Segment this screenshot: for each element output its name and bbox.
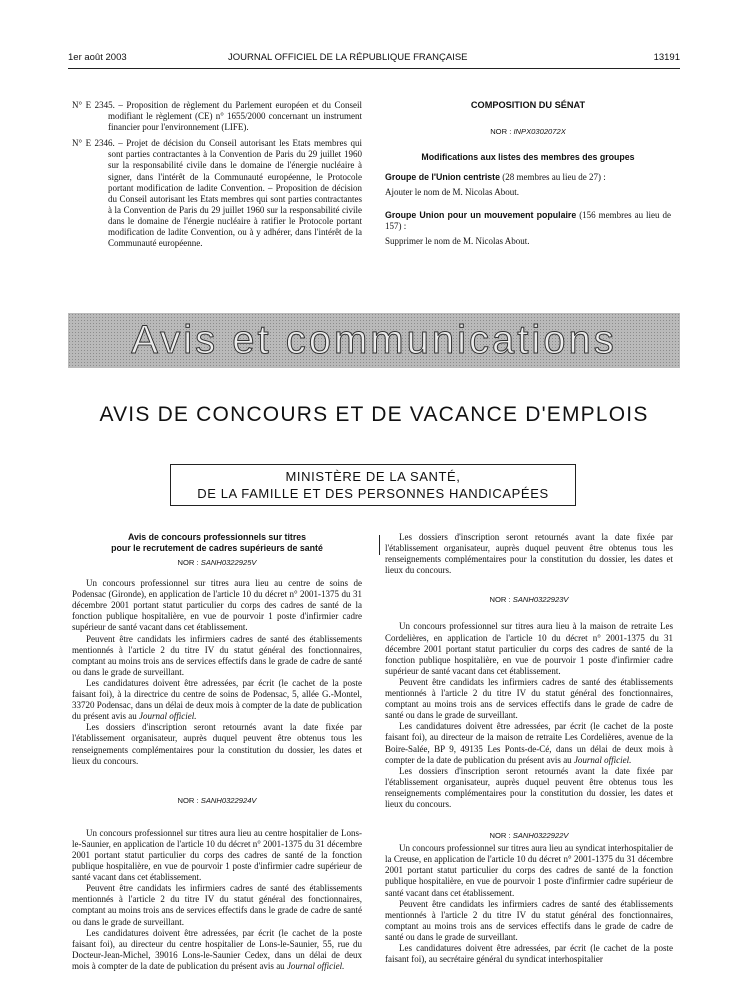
nor-reference bbox=[385, 594, 673, 605]
paragraph: Les candidatures doivent être adressées, par écrit (le cachet de la poste faisant foi), au secrétaire général du syndicat interhospitalier bbox=[385, 943, 673, 965]
paragraph: Les dossiers d'inscription seront retournés avant la date fixée par l'établissement organisateur, auprès duquel peuvent être obtenus tous les renseignements complémentaires pour la constitution du dossier, les dates et lieux du concours. bbox=[385, 765, 673, 809]
list-item bbox=[72, 100, 362, 133]
paragraph: Peuvent être candidats les infirmiers cadres de santé des établissements mentionnés à l'article 2 du titre IV du statut général des fonctionnaires, comptant au moins trois ans de services effectifs dans le grade de cadre de santé ou dans le grade de surveillant. bbox=[72, 883, 362, 927]
group-name: Groupe Union pour un mouvement populaire bbox=[385, 210, 577, 221]
main-title: AVIS DE CONCOURS ET DE VACANCE D'EMPLOIS bbox=[99, 403, 649, 426]
nor-reference bbox=[385, 126, 671, 137]
header-date: 1er août 2003 bbox=[68, 52, 127, 63]
paragraph-text: Les candidatures doivent être adressées, par écrit (le cachet de la poste faisant foi), à la directrice du centre de soins de Podensac, 5, allée G.-Montel, 33720 Podensac, dans un délai de deux mois à compter de la date de publication du présent avis au bbox=[72, 677, 362, 722]
paragraph: Peuvent être candidats les infirmiers cadres de santé des établissements mentionnés à l'article 2 du titre IV du statut général des fonctionnaires, comptant au moins trois ans de services effectifs dans le grade de cadre de santé ou dans le grade de surveillant. bbox=[72, 633, 362, 677]
paragraph bbox=[72, 678, 362, 722]
group-entry bbox=[385, 172, 671, 183]
item-number: N° E 2345. bbox=[72, 100, 115, 110]
nor-code: SANH0322922V bbox=[512, 831, 569, 841]
group-detail: (156 membres au lieu de 157) : bbox=[385, 210, 671, 232]
list-item bbox=[72, 138, 362, 249]
nor-label: NOR : bbox=[177, 558, 199, 567]
left-bottom-column bbox=[72, 532, 362, 972]
nor-label: NOR : bbox=[489, 595, 511, 605]
paragraph: Un concours professionnel sur titres aura lieu à la maison de retraite Les Cordelières, en application de l'article 10 du décret n° 2001-1375 du 31 décembre 2001 portant statut particulier du corps des cadres de santé de la fonction publique hospitalière, en vue de pourvoir 1 poste d'infirmier cadre supérieur de santé vacant dans cet établissement. bbox=[385, 621, 673, 676]
paragraph: Un concours professionnel sur titres aura lieu au centre de soins de Podensac (Gironde), en application de l'article 10 du décret n° 2001-1375 du 31 décembre 2001 portant statut particulier du corps des cadres de santé de la fonction publique hospitalière, en vue de pourvoir 1 poste d'infirmier cadre supérieur de santé vacant dans cet établissement. bbox=[72, 578, 362, 633]
journal-officiel-ref: Journal officiel. bbox=[138, 711, 197, 722]
paragraph bbox=[385, 721, 673, 765]
item-text: – Projet de décision du Conseil autorisant les Etats membres qui sont parties contractantes à la Convention de Paris du 29 juillet 1960 sur la responsabilité civile dans le domaine de l'énergie nucléaire à signer, dans l'intérêt de la Communauté européenne, le Protocole portant modification de ladite Convention. – Proposition de décision du Conseil autorisant les Etats membres qui sont parties contractantes à la Convention de Paris du 29 juillet 1960 sur la responsabilité civile dans le domaine de l'énergie nucléaire à ratifier le Protocole portant modification de ladite Convention, ou à y adhérer, dans l'intérêt de la Communauté européenne. bbox=[108, 138, 362, 249]
nor-code: SANH0322924V bbox=[200, 795, 257, 805]
group-action: Supprimer le nom de M. Nicolas About. bbox=[385, 236, 530, 247]
section-subtitle: Modifications aux listes des membres des groupes bbox=[421, 151, 635, 162]
nor-reference bbox=[385, 830, 673, 841]
paragraph bbox=[72, 928, 362, 972]
section-title: COMPOSITION DU SÉNAT bbox=[470, 100, 586, 110]
nor-code: SANH0322925V bbox=[200, 558, 257, 567]
nor-reference bbox=[72, 557, 362, 568]
ministry-box bbox=[170, 464, 576, 506]
paragraph: Les dossiers d'inscription seront retournés avant la date fixée par l'établissement organisateur, auprès duquel peuvent être obtenus tous les renseignements complémentaires pour la constitution du dossier, les dates et lieux du concours. bbox=[385, 532, 673, 576]
nor-reference bbox=[72, 795, 362, 806]
paragraph: Les dossiers d'inscription seront retournés avant la date fixée par l'établissement organisateur, auprès duquel peuvent être obtenus tous les renseignements complémentaires pour la constitution du dossier, les dates et lieux du concours. bbox=[72, 722, 362, 766]
header-page-number: 13191 bbox=[653, 52, 680, 63]
notice-title-line-1: Avis de concours professionnels sur titres bbox=[127, 532, 307, 542]
left-top-column bbox=[72, 100, 362, 254]
nor-label: NOR : bbox=[177, 795, 199, 805]
item-text: – Proposition de règlement du Parlement européen et du Conseil modifiant le règlement (CE) n° 1655/2000 concernant un instrument financier pour l'environnement (LIFE). bbox=[108, 100, 362, 133]
nor-code: INPX0302072X bbox=[513, 126, 566, 136]
column-divider bbox=[379, 535, 380, 555]
nor-label: NOR : bbox=[489, 831, 511, 841]
item-number: N° E 2346. bbox=[72, 138, 115, 149]
ministry-line-1: MINISTÈRE DE LA SANTÉ, bbox=[285, 469, 461, 484]
paragraph-text: Les candidatures doivent être adressées, par écrit (le cachet de la poste faisant foi), au directeur de la maison de retraite Les Cordelières, avenue de la Boire-Salée, BP 9, 49135 Les Ponts-de-Cé, dans un délai de deux mois à compter de la date de publication du présent avis au bbox=[385, 721, 673, 765]
notice-title-line-2: pour le recrutement de cadres supérieurs de santé bbox=[111, 542, 323, 553]
paragraph: Un concours professionnel sur titres aura lieu au centre hospitalier de Lons-le-Saunier, en application de l'article 10 du décret n° 2001-1375 du 31 décembre 2001 portant statut particulier du corps des cadres de santé de la fonction publique hospitalière, en vue de pourvoir 1 poste d'infirmier cadre supérieur de santé vacant dans cet établissement. bbox=[72, 827, 362, 883]
nor-code: SANH0322923V bbox=[512, 595, 569, 605]
paragraph: Un concours professionnel sur titres aura lieu au syndicat interhospitalier de la Creuse, en application de l'article 10 du décret n° 2001-1375 du 31 décembre 2001 portant statut particulier du corps des cadres de santé de la fonction publique hospitalière, en vue de pourvoir 1 poste d'infirmier cadre supérieur de santé vacant dans cet établissement. bbox=[385, 843, 673, 898]
group-name: Groupe de l'Union centriste bbox=[385, 172, 500, 183]
nor-label: NOR : bbox=[490, 126, 512, 136]
paragraph: Peuvent être candidats les infirmiers cadres de santé des établissements mentionnés à l'article 2 du titre IV du statut général des fonctionnaires, comptant au moins trois ans de services effectifs dans le grade de cadre de santé ou dans le grade de surveillant. bbox=[385, 898, 673, 942]
right-bottom-column bbox=[385, 532, 673, 965]
paragraph: Peuvent être candidats les infirmiers cadres de santé des établissements mentionnés à l'article 2 du titre IV du statut général des fonctionnaires, comptant au moins trois ans de services effectifs dans le grade de cadre de santé ou dans le grade de surveillant. bbox=[385, 676, 673, 721]
ministry-line-2: DE LA FAMILLE ET DES PERSONNES HANDICAPÉES bbox=[197, 486, 549, 501]
banner-title: Avis et communications bbox=[131, 318, 617, 362]
header-journal-title: JOURNAL OFFICIEL DE LA RÉPUBLIQUE FRANÇAISE bbox=[228, 52, 468, 63]
journal-officiel-ref: Journal officiel. bbox=[286, 960, 345, 971]
page-header bbox=[68, 52, 680, 66]
group-action: Ajouter le nom de M. Nicolas About. bbox=[385, 187, 519, 198]
group-entry bbox=[385, 210, 671, 232]
paragraph-text: Les candidatures doivent être adressées, par écrit (le cachet de la poste faisant foi), au directeur du centre hospitalier de Lons-le-Saunier, 55, rue du Docteur-Jean-Michel, 39016 Lons-le-Saunier Cedex, dans un délai de deux mois à compter de la date de publication du présent avis au bbox=[72, 927, 362, 971]
right-top-column bbox=[385, 100, 671, 248]
journal-officiel-ref: Journal officiel. bbox=[573, 754, 632, 765]
header-rule bbox=[68, 68, 680, 69]
section-banner bbox=[68, 313, 680, 368]
group-detail: (28 membres au lieu de 27) : bbox=[502, 172, 606, 183]
